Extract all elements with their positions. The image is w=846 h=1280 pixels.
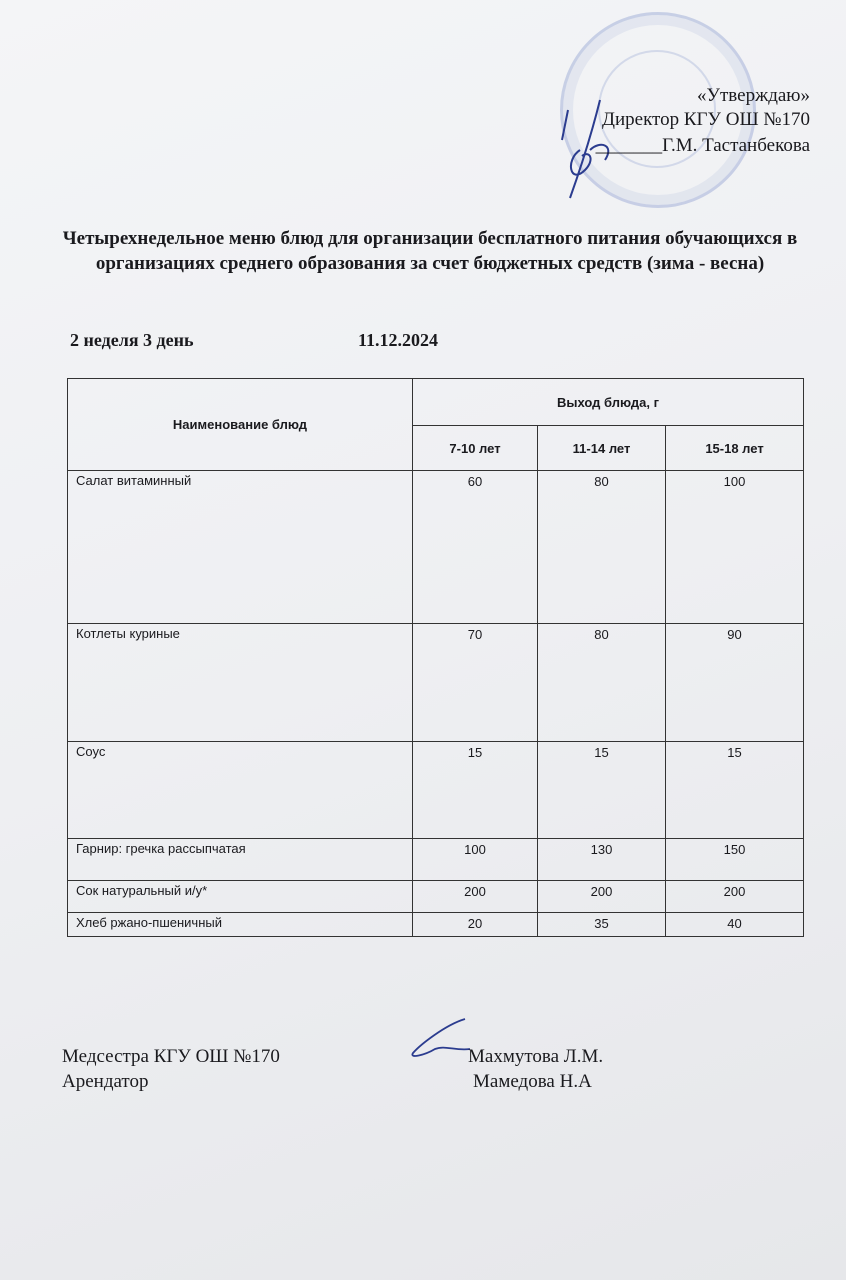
yield-value: 200 <box>666 881 804 913</box>
dish-name: Салат витаминный <box>68 471 413 624</box>
nurse-name: Махмутова Л.М. <box>468 1046 604 1067</box>
header-dish-name: Наименование блюд <box>68 379 413 471</box>
header-yield: Выход блюда, г <box>413 379 804 426</box>
yield-value: 150 <box>666 839 804 881</box>
yield-value: 80 <box>538 624 666 742</box>
yield-value: 20 <box>413 913 538 937</box>
document-title: Четырехнедельное меню блюд для организации бесплатного питания обучающихся в организациях среднего образования за счет бюджетных средств (зима - весна) <box>62 228 798 274</box>
header-age-group: 11-14 лет <box>538 426 666 471</box>
yield-value: 200 <box>413 881 538 913</box>
approval-text: «Утверждаю» <box>697 85 810 106</box>
dish-name: Котлеты куриные <box>68 624 413 742</box>
nurse-role: Медсестра КГУ ОШ №170 <box>62 1046 280 1067</box>
dish-name: Сок натуральный и/у* <box>68 881 413 913</box>
yield-value: 15 <box>413 742 538 839</box>
yield-value: 60 <box>413 471 538 624</box>
table-row <box>68 839 804 881</box>
menu-date: 11.12.2024 <box>358 330 439 350</box>
yield-value: 100 <box>666 471 804 624</box>
yield-value: 35 <box>538 913 666 937</box>
yield-value: 80 <box>538 471 666 624</box>
tenant-role: Арендатор <box>62 1071 149 1092</box>
yield-value: 90 <box>666 624 804 742</box>
approval-name: _______Г.М. Тастанбекова <box>595 135 810 156</box>
yield-value: 200 <box>538 881 666 913</box>
week-day: 2 неделя 3 день <box>70 330 194 350</box>
nurse-signature <box>405 1015 475 1060</box>
table-row <box>68 881 804 913</box>
dish-name: Хлеб ржано-пшеничный <box>68 913 413 937</box>
table-row <box>68 624 804 742</box>
header-age-group: 7-10 лет <box>413 426 538 471</box>
tenant-name: Мамедова Н.А <box>473 1071 592 1092</box>
approval-position: Директор КГУ ОШ №170 <box>602 109 810 130</box>
yield-value: 130 <box>538 839 666 881</box>
yield-value: 40 <box>666 913 804 937</box>
yield-value: 70 <box>413 624 538 742</box>
table-row <box>68 471 804 624</box>
yield-value: 100 <box>413 839 538 881</box>
table-row <box>68 742 804 839</box>
dish-name: Гарнир: гречка рассыпчатая <box>68 839 413 881</box>
yield-value: 15 <box>538 742 666 839</box>
header-age-group: 15-18 лет <box>666 426 804 471</box>
menu-table <box>67 378 804 937</box>
yield-value: 15 <box>666 742 804 839</box>
dish-name: Соус <box>68 742 413 839</box>
table-row <box>68 913 804 937</box>
